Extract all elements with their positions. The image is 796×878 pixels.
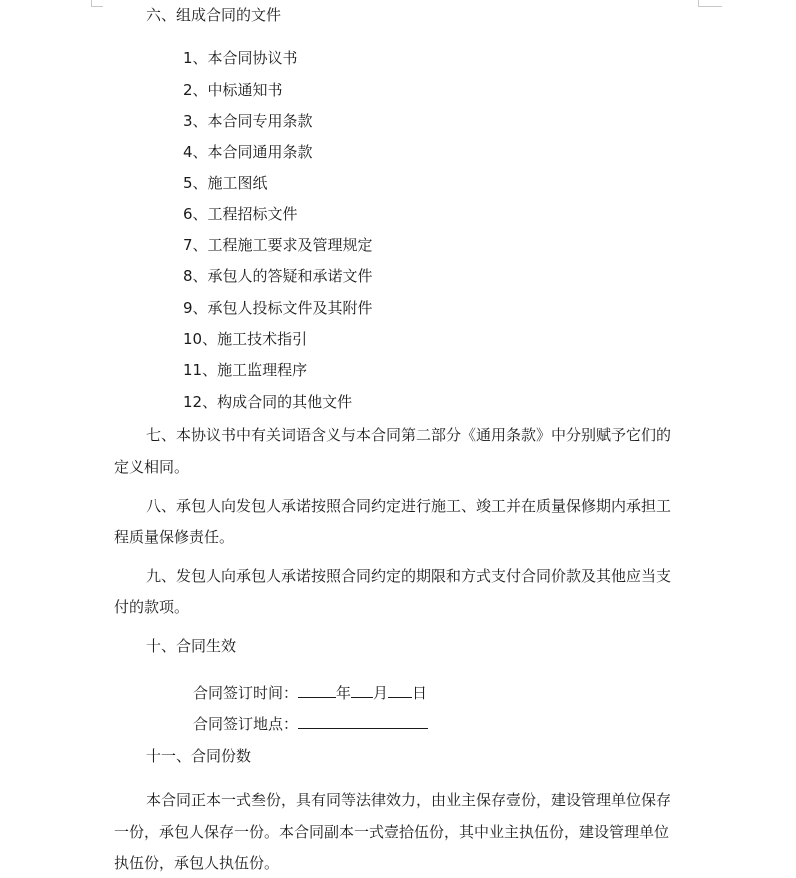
day-label: 日 bbox=[412, 684, 428, 702]
list-item: 12、构成合同的其他文件 bbox=[183, 393, 353, 411]
list-item: 10、施工技术指引 bbox=[183, 330, 308, 348]
paragraph-line: 执伍份，承包人执伍份。 bbox=[114, 854, 280, 872]
paragraph-line: 付的款项。 bbox=[114, 598, 190, 616]
place-blank bbox=[298, 712, 428, 729]
section-6-heading: 六、组成合同的文件 bbox=[146, 6, 282, 24]
paragraph-line: 九、发包人向承包人承诺按照合同约定的期限和方式支付合同价款及其他应当支 bbox=[146, 567, 672, 585]
paragraph-line: 定义相同。 bbox=[114, 458, 190, 476]
day-blank bbox=[388, 681, 412, 698]
margin-mark-right-horizontal bbox=[698, 6, 722, 7]
sign-place-row bbox=[193, 712, 428, 732]
year-label: 年 bbox=[336, 684, 352, 702]
list-item: 1、本合同协议书 bbox=[183, 49, 298, 67]
sign-time-label: 合同签订时间： bbox=[193, 684, 299, 702]
year-blank bbox=[298, 681, 336, 698]
section-11-heading: 十一、合同份数 bbox=[146, 747, 252, 765]
month-label: 月 bbox=[373, 684, 389, 702]
list-item: 6、工程招标文件 bbox=[183, 205, 298, 223]
list-item: 11、施工监理程序 bbox=[183, 361, 308, 379]
list-item: 9、承包人投标文件及其附件 bbox=[183, 299, 373, 317]
list-item: 8、承包人的答疑和承诺文件 bbox=[183, 267, 373, 285]
paragraph-line: 程质量保修责任。 bbox=[114, 528, 235, 546]
section-10-heading: 十、合同生效 bbox=[146, 637, 237, 655]
sign-time-row bbox=[193, 681, 427, 701]
list-item: 5、施工图纸 bbox=[183, 174, 268, 192]
paragraph-line: 一份，承包人保存一份。本合同副本一式壹拾伍份，其中业主执伍份，建设管理单位 bbox=[114, 823, 670, 841]
paragraph-line: 七、本协议书中有关词语含义与本合同第二部分《通用条款》中分别赋予它们的 bbox=[146, 426, 672, 444]
margin-mark-left-horizontal bbox=[91, 6, 103, 7]
list-item: 2、中标通知书 bbox=[183, 81, 283, 99]
list-item: 4、本合同通用条款 bbox=[183, 143, 313, 161]
month-blank bbox=[351, 681, 373, 698]
list-item: 3、本合同专用条款 bbox=[183, 112, 313, 130]
paragraph-line: 本合同正本一式叁份，具有同等法律效力，由业主保存壹份，建设管理单位保存 bbox=[146, 791, 672, 809]
paragraph-line: 八、承包人向发包人承诺按照合同约定进行施工、竣工并在质量保修期内承担工 bbox=[146, 497, 672, 515]
list-item: 7、工程施工要求及管理规定 bbox=[183, 236, 373, 254]
sign-place-label: 合同签订地点： bbox=[193, 715, 299, 733]
